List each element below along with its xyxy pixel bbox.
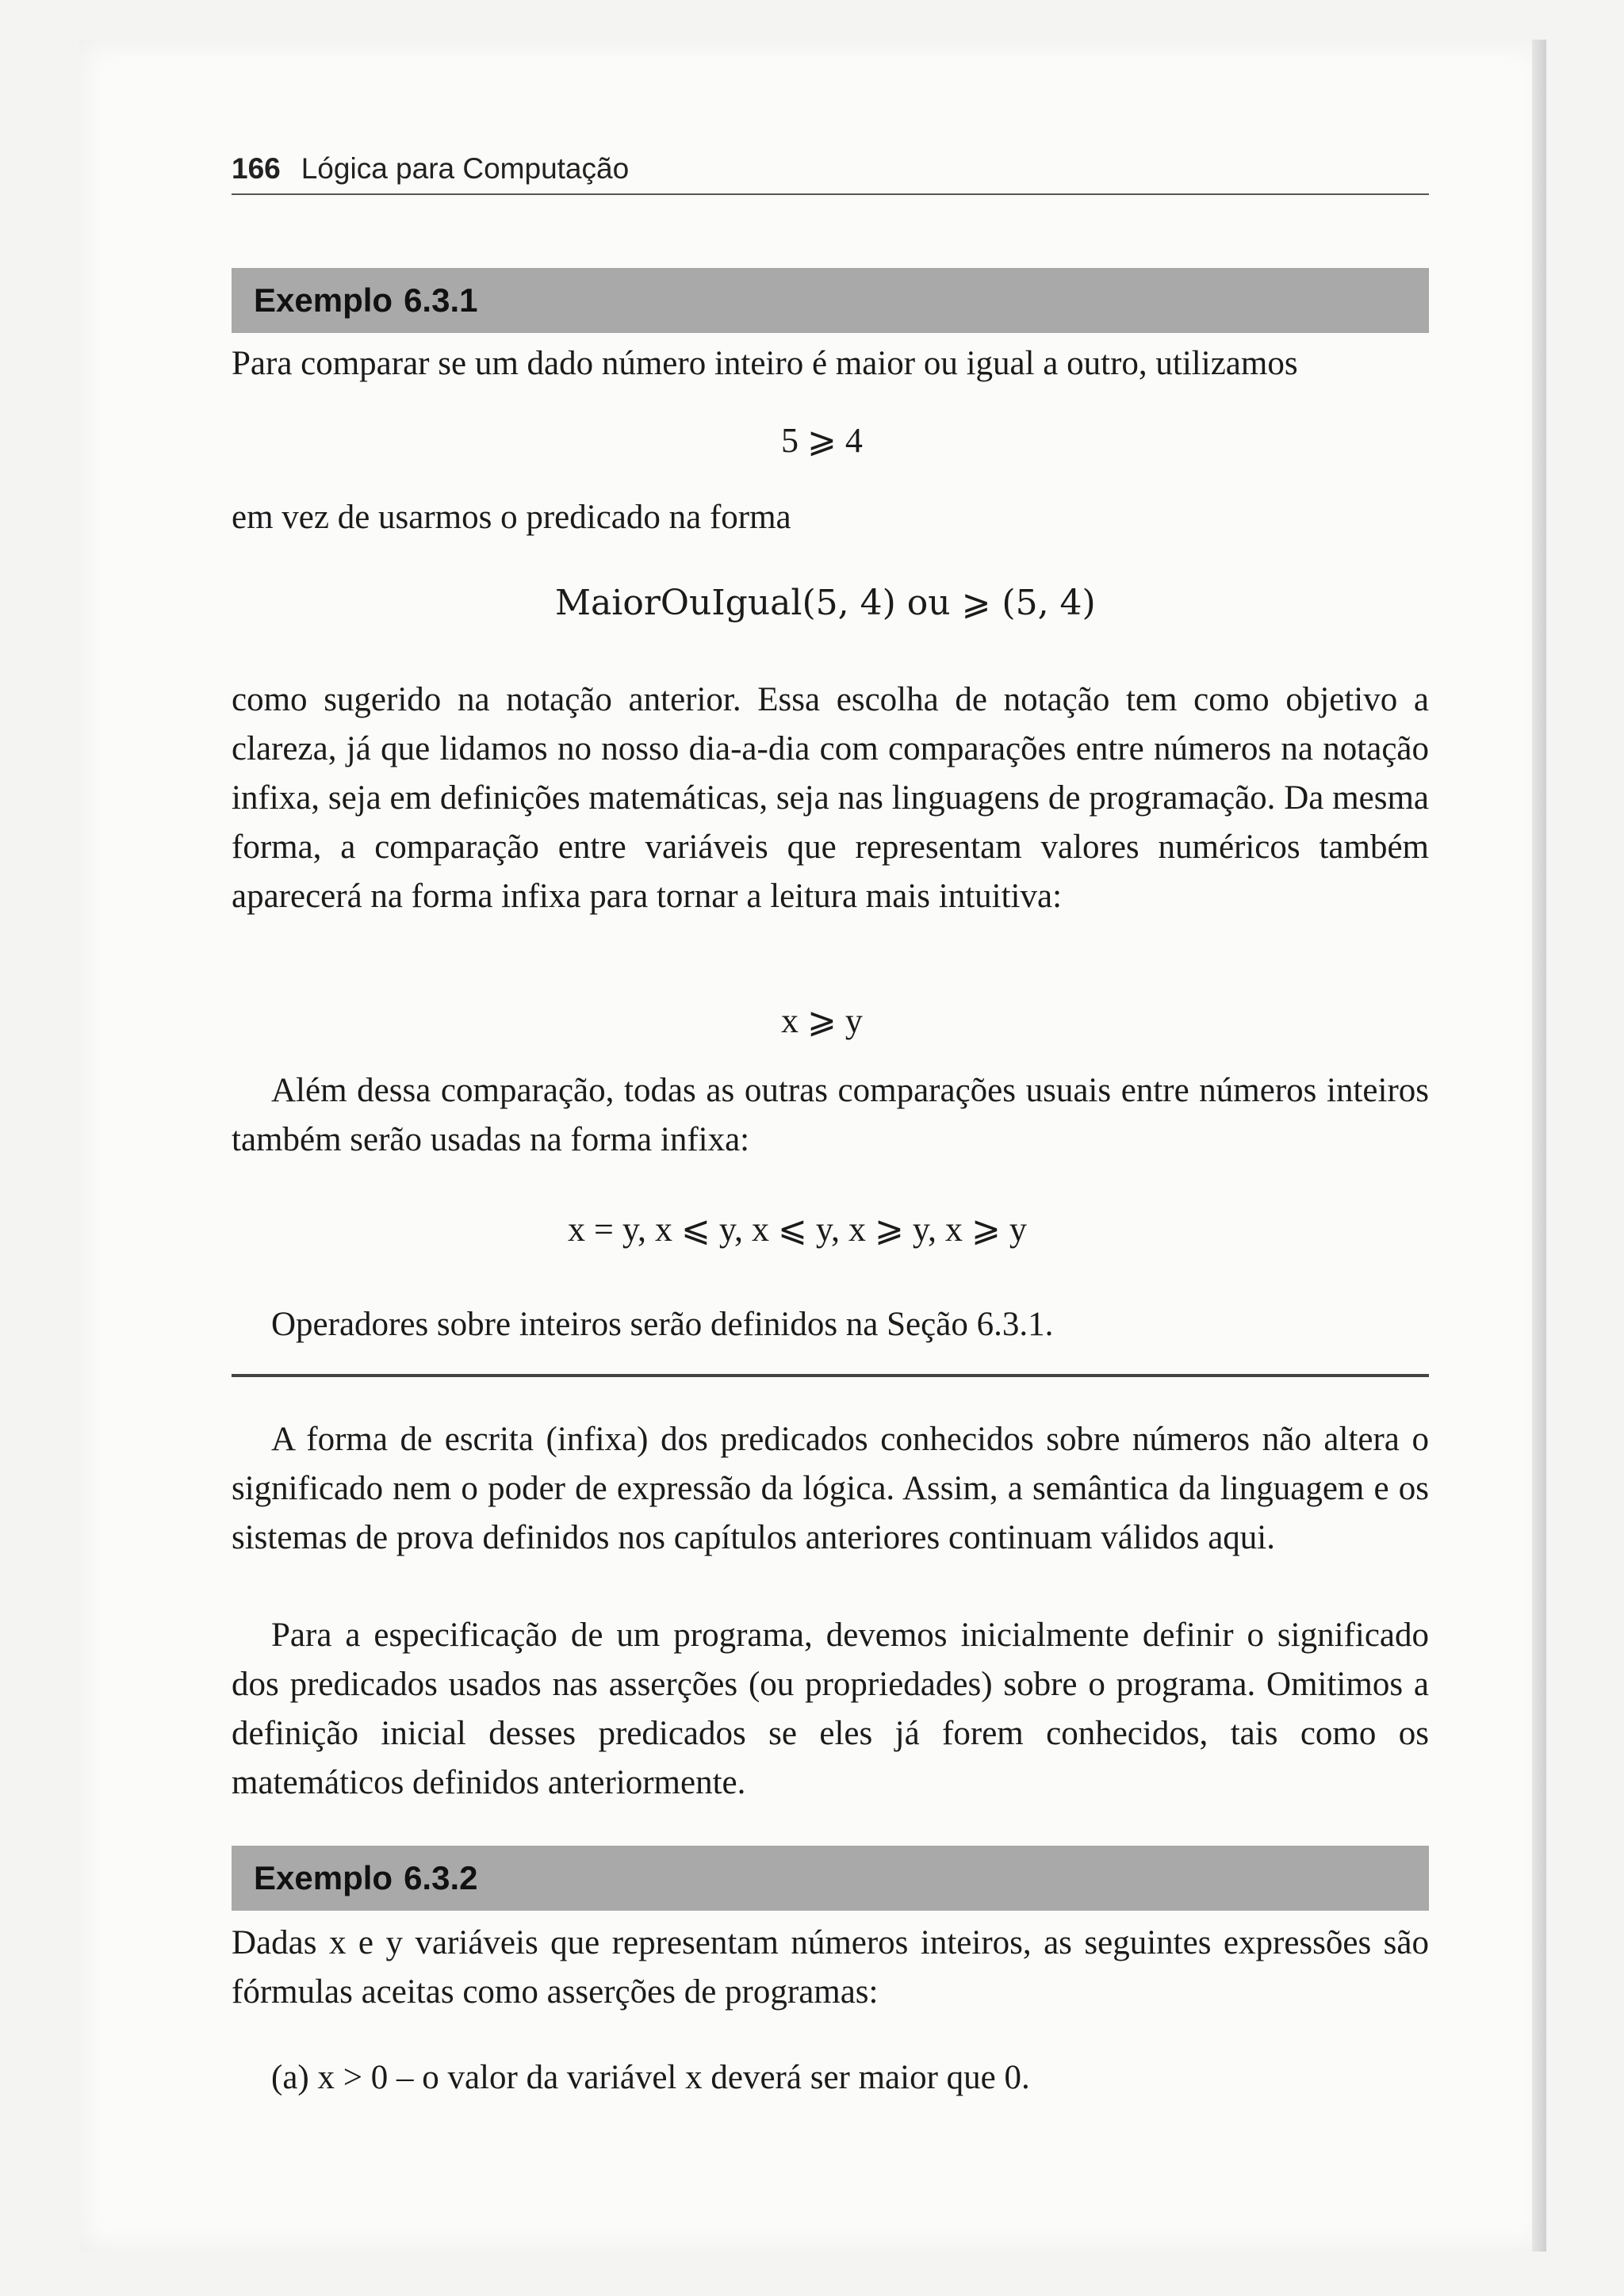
formula-x-geq-y: x ⩾ y — [781, 1001, 863, 1040]
formula-comparisons: x = y, x ⩽ y, x ⩽ y, x ⩾ y, x ⩾ y — [568, 1210, 1027, 1249]
example-label: Exemplo — [254, 281, 393, 319]
body-paragraph-2: Para a especificação de um programa, devemos inicialmente definir o significado dos predicados usados nas asserções (ou propriedades) sobre o programa. Omitimos a definição inicial desses predicados se eles já forem conhecidos, tais como os matemáticos definidos anteriormente. — [232, 1617, 1429, 1801]
example1-text3: como sugerido na notação anterior. Essa escolha de notação tem como objetivo a clareza, já que lidamos no nosso dia-a-dia com comparações entre números na notação infixa, seja em definições matemáticas, seja nas linguagens de programação. Da mesma forma, a comparação entre variáveis que representam valores numéricos também aparecerá na forma infixa para tornar a leitura mais intuitiva: — [232, 681, 1429, 915]
formula-maior-ou-igual: MaiorOuIgual(5, 4) ou ⩾ (5, 4) — [555, 583, 1096, 623]
example-banner-6-3-1 — [232, 268, 1429, 333]
example1-intro: Para comparar se um dado número inteiro é maior ou igual a outro, utilizamos — [232, 345, 1298, 382]
example-id: 6.3.2 — [404, 1859, 478, 1896]
formula-5-geq-4: 5 ⩾ 4 — [781, 421, 863, 460]
example2-intro: Dadas x e y variáveis que representam números inteiros, as seguintes expressões são fórmulas aceitas como asserções de programas: — [232, 1924, 1429, 2011]
example-banner-6-3-2 — [232, 1846, 1429, 1911]
body-paragraph-1: A forma de escrita (infixa) dos predicados conhecidos sobre números não altera o significado nem o poder de expressão da lógica. Assim, a semântica da linguagem e os sistemas de prova definidos nos capítulos anteriores continuam válidos aqui. — [232, 1421, 1429, 1556]
running-header — [232, 152, 1429, 186]
example2-item-a: (a) x > 0 – o valor da variável x deverá ser maior que 0. — [271, 2059, 1030, 2096]
example1-text5: Operadores sobre inteiros serão definidos na Seção 6.3.1. — [271, 1306, 1054, 1343]
example-end-rule — [232, 1374, 1429, 1377]
book-title: Lógica para Computação — [301, 152, 630, 185]
header-rule — [232, 193, 1429, 195]
page-edge-shadow — [1532, 40, 1546, 2252]
page-number: 166 — [232, 152, 281, 185]
example-label: Exemplo — [254, 1859, 393, 1896]
example1-text4: Além dessa comparação, todas as outras comparações usuais entre números inteiros também serão usadas na forma infixa: — [232, 1072, 1429, 1158]
example-id: 6.3.1 — [404, 281, 478, 319]
example1-text2: em vez de usarmos o predicado na forma — [232, 499, 791, 536]
